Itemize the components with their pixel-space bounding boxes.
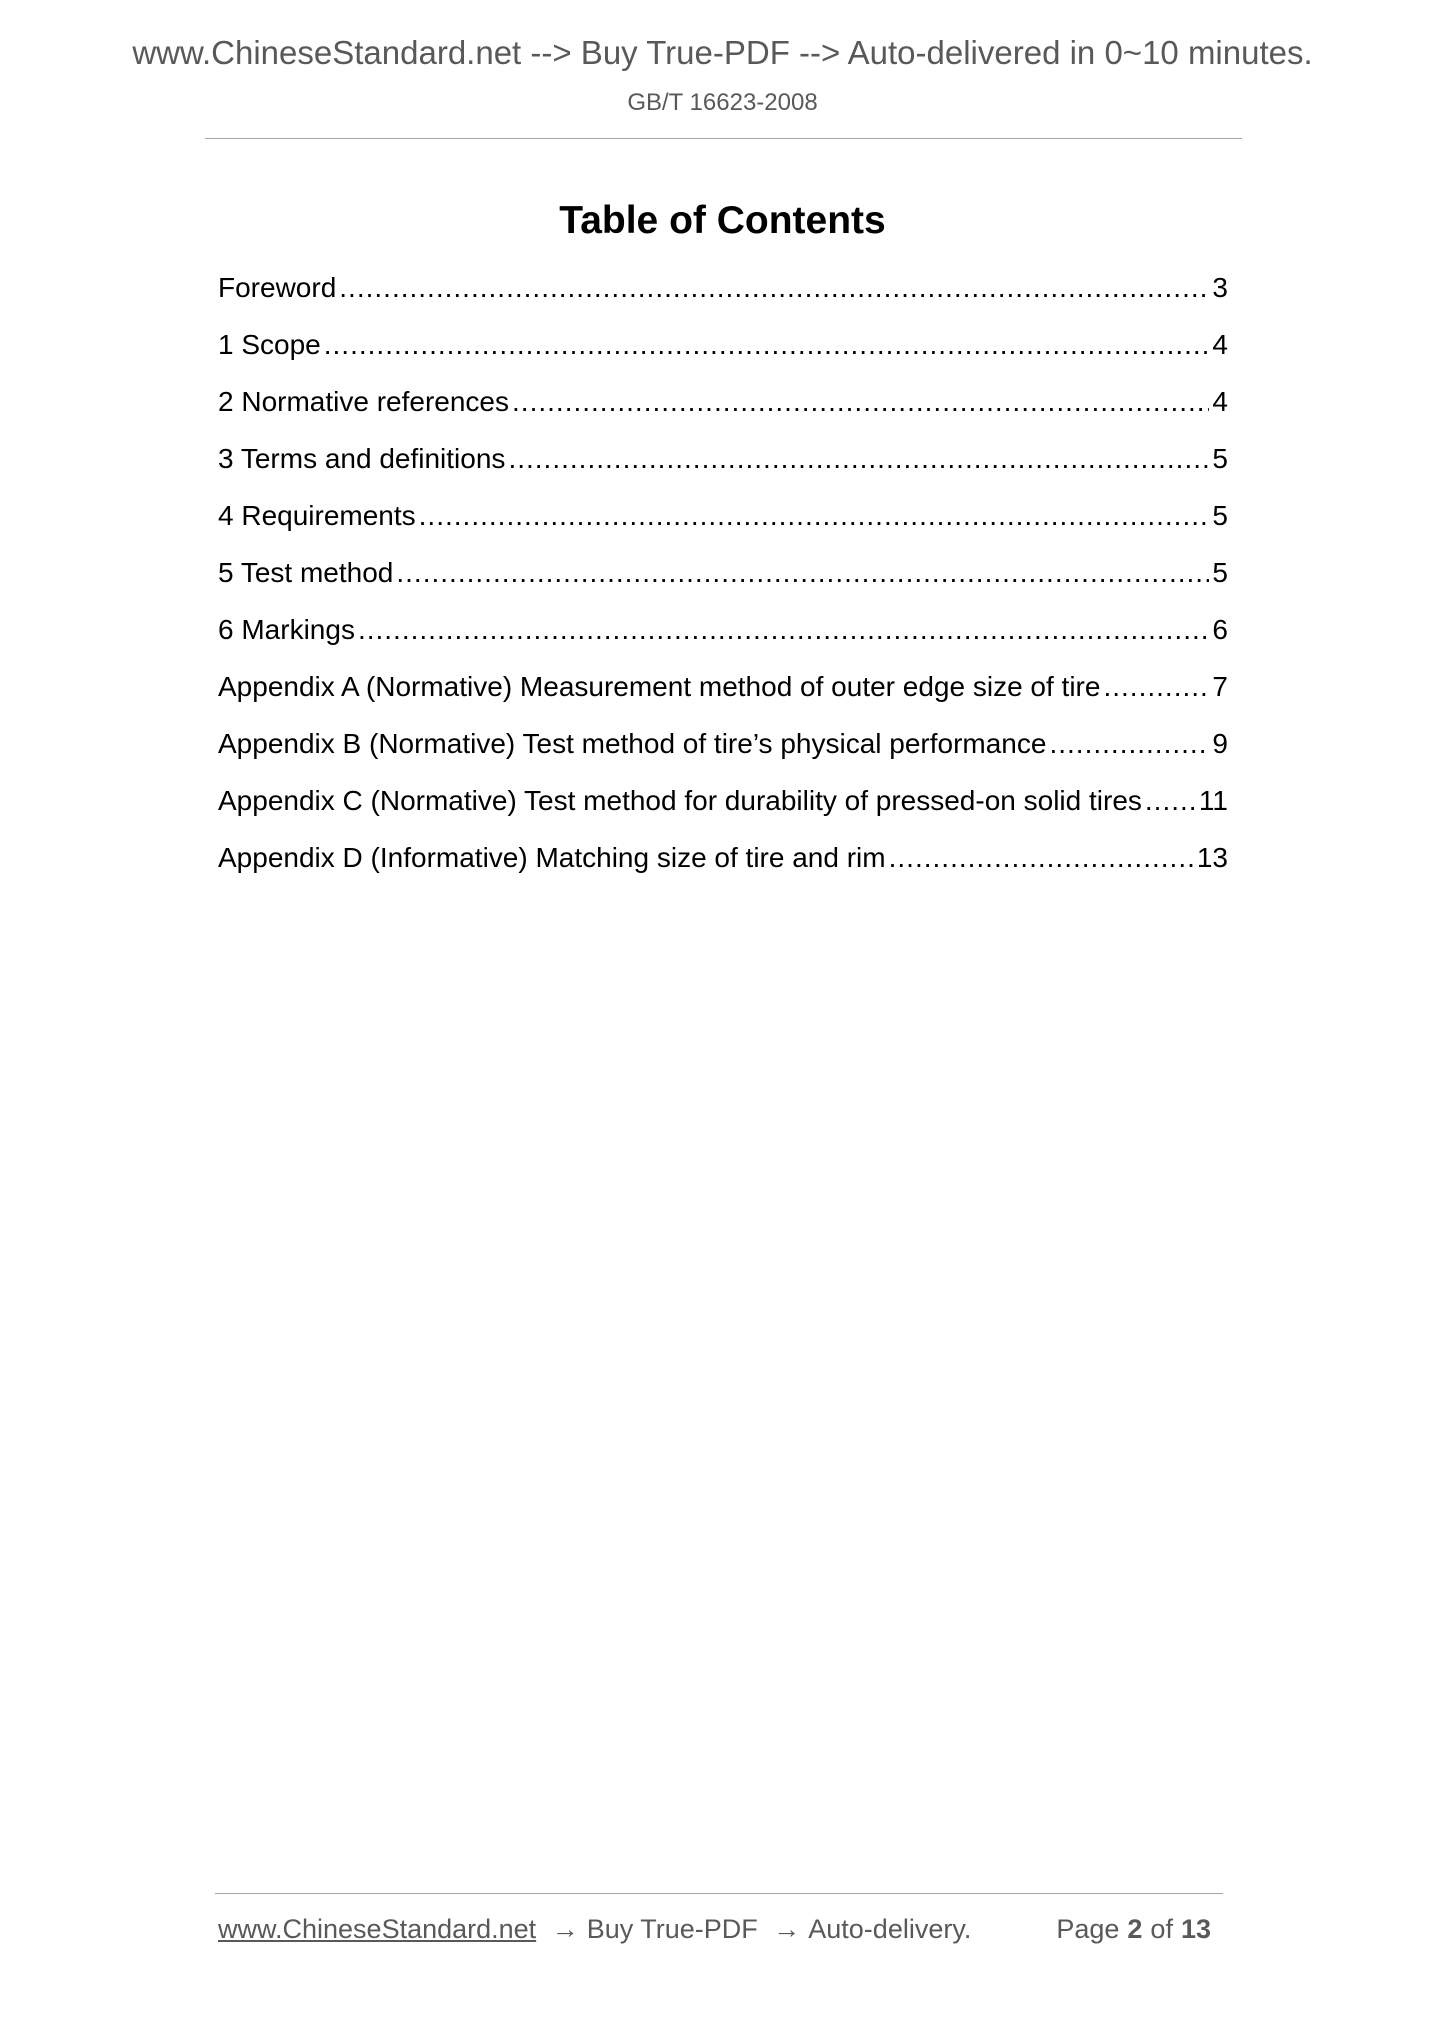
toc-title: Table of Contents xyxy=(559,199,886,242)
toc-entry-page: 5 xyxy=(1212,443,1228,474)
arrow-right-icon: → xyxy=(773,1914,801,1944)
toc-entry-label: Appendix B (Normative) Test method of tire’s physical performance xyxy=(218,728,1047,759)
toc-entry-appendix-c[interactable] xyxy=(218,779,1228,836)
footer-divider xyxy=(215,1893,1223,1894)
toc-entry-page: 5 xyxy=(1212,557,1228,588)
toc-dot-leader xyxy=(512,380,1209,424)
page-word: Page xyxy=(1056,1914,1120,1944)
footer-buy-text: Buy True-PDF xyxy=(586,1914,758,1944)
toc-entry-page: 7 xyxy=(1212,671,1228,702)
toc-entry-label: Foreword xyxy=(218,272,337,303)
toc-dot-leader xyxy=(889,836,1194,880)
toc-dot-leader xyxy=(1103,665,1209,709)
toc-entry-page: 6 xyxy=(1212,614,1228,645)
toc-list xyxy=(218,266,1228,893)
toc-entry-label: 2 Normative references xyxy=(218,386,510,417)
toc-dot-leader xyxy=(419,494,1210,538)
toc-entry-label: Appendix A (Normative) Measurement method of outer edge size of tire xyxy=(218,671,1101,702)
toc-entry-requirements[interactable] xyxy=(218,494,1228,551)
footer-site-link[interactable]: www.ChineseStandard.net xyxy=(218,1914,537,1944)
toc-entry-markings[interactable] xyxy=(218,608,1228,665)
toc-entry-page: 4 xyxy=(1212,386,1228,417)
header-banner: www.ChineseStandard.net --> Buy True-PDF --> Auto-delivered in 0~10 minutes. xyxy=(132,34,1313,71)
toc-entry-page: 13 xyxy=(1196,842,1228,873)
toc-entry-label: 5 Test method xyxy=(218,557,394,588)
toc-entry-appendix-a[interactable] xyxy=(218,665,1228,722)
toc-dot-leader xyxy=(339,266,1209,310)
toc-entry-label: 4 Requirements xyxy=(218,500,416,531)
page-total: 13 xyxy=(1180,1914,1211,1944)
page-number xyxy=(1056,1912,1219,1946)
toc-entry-page: 3 xyxy=(1212,272,1228,303)
toc-entry-test-method[interactable] xyxy=(218,551,1228,608)
arrow-right-icon: → xyxy=(551,1914,579,1944)
toc-dot-leader xyxy=(1145,779,1196,823)
toc-entry-label: 1 Scope xyxy=(218,329,321,360)
toc-entry-page: 5 xyxy=(1212,500,1228,531)
of-word: of xyxy=(1150,1914,1173,1944)
toc-entry-normative-references[interactable] xyxy=(218,380,1228,437)
toc-dot-leader xyxy=(396,551,1209,595)
toc-entry-page: 9 xyxy=(1212,728,1228,759)
toc-entry-page: 4 xyxy=(1212,329,1228,360)
toc-entry-scope[interactable] xyxy=(218,323,1228,380)
toc-entry-foreword[interactable] xyxy=(218,266,1228,323)
toc-entry-label: Appendix D (Informative) Matching size of tire and rim xyxy=(218,842,886,873)
toc-dot-leader xyxy=(324,323,1210,367)
toc-dot-leader xyxy=(1049,722,1209,766)
toc-entry-label: Appendix C (Normative) Test method for durability of pressed-on solid tires xyxy=(218,785,1142,816)
document-code: GB/T 16623-2008 xyxy=(627,89,818,116)
footer-delivery-text: Auto-delivery. xyxy=(808,1914,972,1944)
toc-entry-page: 11 xyxy=(1198,785,1228,816)
header-divider xyxy=(205,138,1242,139)
toc-entry-terms-and-definitions[interactable] xyxy=(218,437,1228,494)
toc-entry-appendix-d[interactable] xyxy=(218,836,1228,893)
toc-entry-appendix-b[interactable] xyxy=(218,722,1228,779)
toc-dot-leader xyxy=(358,608,1209,652)
page-current: 2 xyxy=(1127,1914,1143,1944)
footer-promo xyxy=(218,1912,971,1946)
toc-entry-label: 3 Terms and definitions xyxy=(218,443,506,474)
toc-entry-label: 6 Markings xyxy=(218,614,355,645)
toc-dot-leader xyxy=(508,437,1209,481)
